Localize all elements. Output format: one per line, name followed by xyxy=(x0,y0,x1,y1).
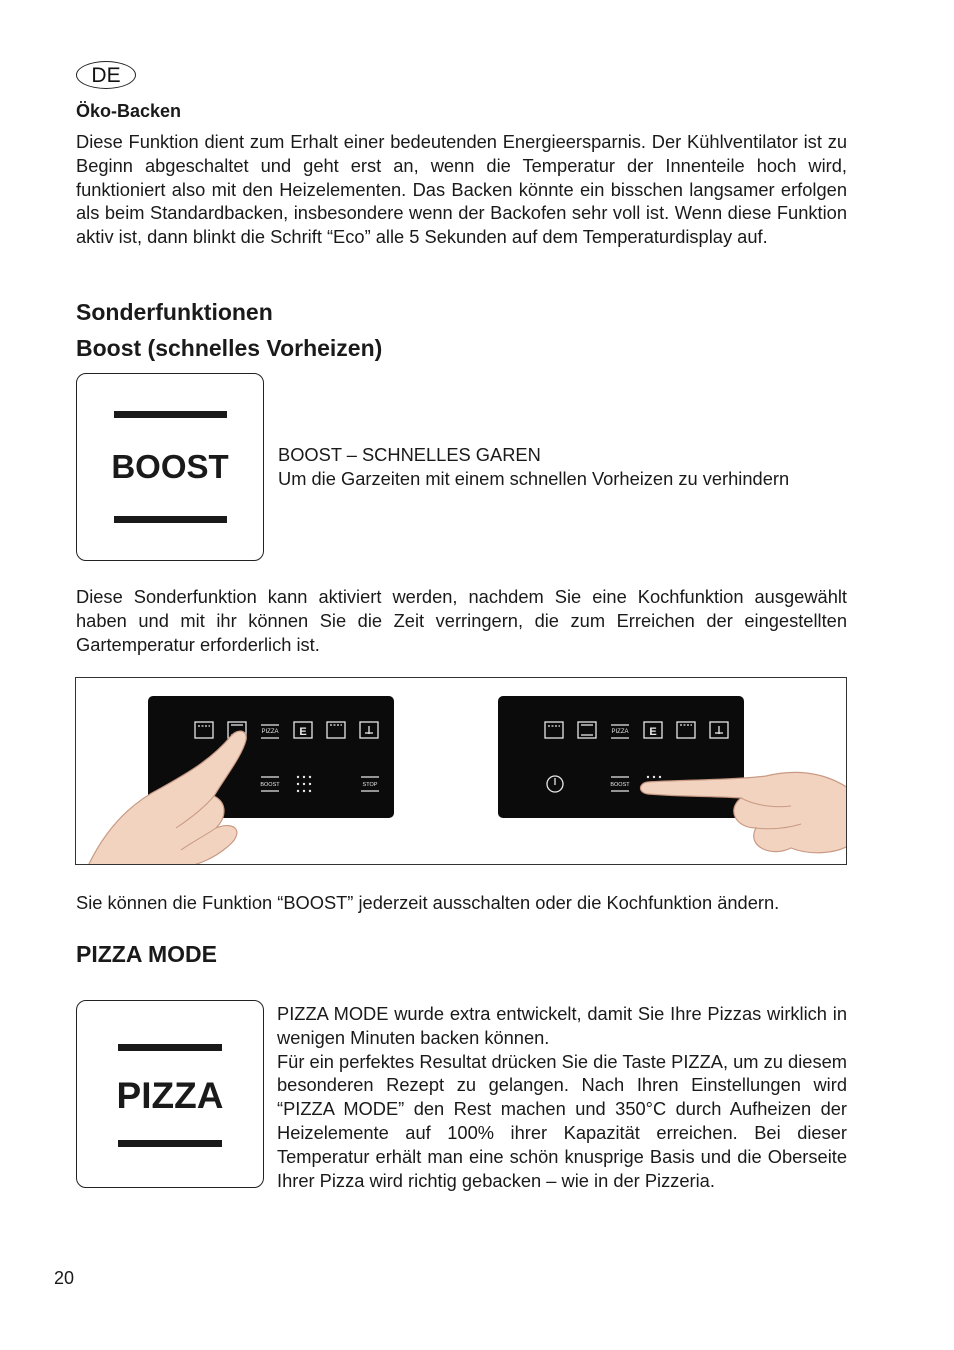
pizza-key-bar-bottom xyxy=(118,1140,222,1147)
boost-after-text: Sie können die Funktion “BOOST” jederzeit ausschalten oder die Kochfunktion ändern. xyxy=(76,892,780,913)
key-bar-top xyxy=(114,411,227,418)
page-number: 20 xyxy=(54,1268,75,1288)
pizza-key-bar-top xyxy=(118,1044,222,1051)
pizza-mode-heading: PIZZA MODE xyxy=(76,941,217,967)
boost-caption-text: Um die Garzeiten mit einem schnellen Vorheizen zu verhindern xyxy=(278,468,790,489)
pizza-para-2: Für ein perfektes Resultat drücken Sie die Taste PIZZA, um zu diesem besonderen Rezept zu gelangen. Nach Ihren Einstellungen wird “PIZZA MODE” den Rest machen und 350°C durch Aufheizen der Heizelemente auf 100% ihrer Kapazität erreichen. Bei dieser Temperatur erhält man eine schön knusprige Basis und die Oberseite Ihrer Pizza wird richtig gebacken – wie in der Pizzeria. xyxy=(277,1050,847,1191)
eco-body: Diese Funktion dient zum Erhalt einer bedeutenden Energieersparnis. Der Kühlventilator ist zu Beginn abgeschaltet und geht erst an, wenn die Temperatur der Innenteile hoch wird, funktioniert also mit den Heizelementen. Das Backen könnte ein bisschen langsamer erfolgen als beim Standardbacken, insbesondere wenn der Backofen sehr voll ist. Wenn diese Funktion aktiv ist, dann blinkt die Schrift “Eco” alle 5 Sekunden auf dem Temperaturdisplay auf. xyxy=(76,131,847,248)
panel-e-label: E xyxy=(299,726,307,738)
panel-e-label-r: E xyxy=(649,726,657,738)
control-panel-figure xyxy=(75,677,847,865)
boost-heading: Boost (schnelles Vorheizen) xyxy=(76,335,383,361)
eco-heading: Öko-Backen xyxy=(76,101,182,121)
panel-pizza-label-r: PIZZA xyxy=(611,729,629,735)
boost-body: Diese Sonderfunktion kann aktiviert werden, nachdem Sie eine Kochfunktion ausgewählt haben und mit ihr können Sie die Zeit verringern, die zum Erreichen der eingestellten Gartemperatur erforderlich ist. xyxy=(76,586,847,655)
boost-key-label: BOOST xyxy=(111,448,229,485)
key-bar-bottom xyxy=(114,516,227,523)
special-functions-heading: Sonderfunktionen xyxy=(76,299,273,325)
panel-pizza-label: PIZZA xyxy=(261,729,279,735)
control-panel-right xyxy=(498,696,744,818)
pizza-body xyxy=(277,1002,847,1192)
pizza-key-label: PIZZA xyxy=(116,1075,224,1116)
panel-stop-label: STOP xyxy=(362,782,378,788)
panel-boost-label-r: BOOST xyxy=(610,782,630,788)
boost-key-illustration xyxy=(76,373,264,561)
pizza-para-1: PIZZA MODE wurde extra entwickelt, damit Sie Ihre Pizzas wirklich in wenigen Minuten backen können. xyxy=(277,1003,847,1048)
pizza-key-illustration xyxy=(76,1000,264,1188)
boost-caption xyxy=(278,443,847,491)
language-badge: DE xyxy=(76,61,136,89)
boost-caption-title: BOOST – SCHNELLES GAREN xyxy=(278,444,541,465)
panel-boost-label: BOOST xyxy=(260,782,280,788)
